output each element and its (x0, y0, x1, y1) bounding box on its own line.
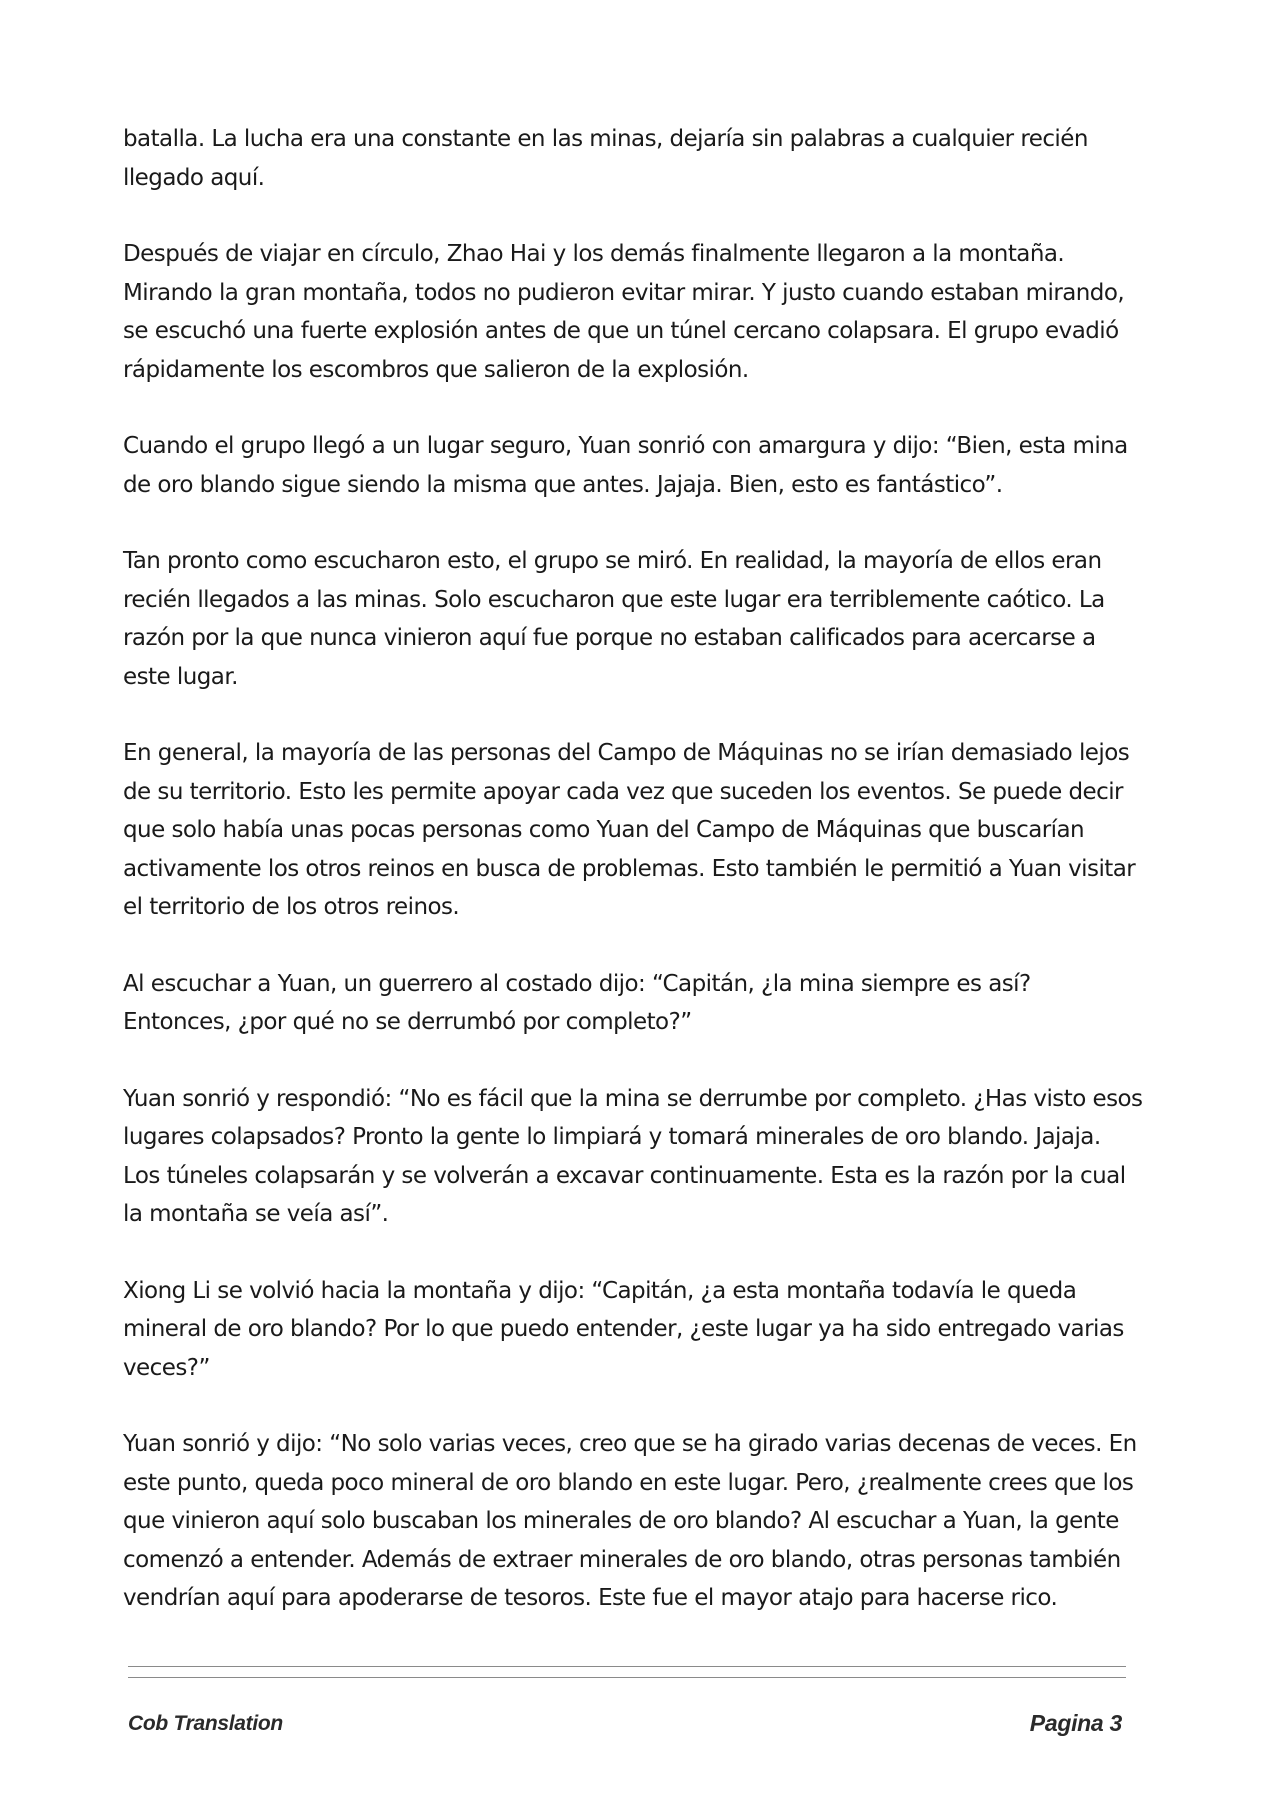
paragraph-9: Yuan sonrió y dijo: “No solo varias veces, creo que se ha girado varias decenas de veces. En este punto, queda poco mineral de oro blando en este lugar. Pero, ¿realmente crees que los que vinieron aquí solo buscaban los minerales de oro blando? Al escuchar a Yuan, la gente comenzó a entender. Además de extraer minerales de oro blando, otras personas también vendrían aquí para apoderarse de tesoros. Este fue el mayor atajo para hacerse rico. (123, 1431, 1137, 1611)
paragraph-6: Al escuchar a Yuan, un guerrero al costado dijo: “Capitán, ¿la mina siempre es así? Entonces, ¿por qué no se derrumbó por completo?” (123, 970, 1031, 1035)
paragraph-1: batalla. La lucha era una constante en las minas, dejaría sin palabras a cualquier recién llegado aquí. (123, 126, 1088, 191)
document-body (123, 120, 1143, 1656)
footer-rule-top (128, 1666, 1126, 1667)
paragraph-3: Cuando el grupo llegó a un lugar seguro, Yuan sonrió con amargura y dijo: “Bien, esta mina de oro blando sigue siendo la misma que antes. Jajaja. Bien, esto es fantástico”. (123, 433, 1128, 498)
footer-page-number: Pagina 3 (1029, 1710, 1122, 1736)
footer-publisher: Cob Translation (128, 1712, 283, 1735)
paragraph-8: Xiong Li se volvió hacia la montaña y dijo: “Capitán, ¿a esta montaña todavía le queda mineral de oro blando? Por lo que puedo entender, ¿este lugar ya ha sido entregado varias veces?” (123, 1277, 1124, 1381)
paragraph-4: Tan pronto como escucharon esto, el grupo se miró. En realidad, la mayoría de ellos eran recién llegados a las minas. Solo escucharon que este lugar era terriblemente caótico. La razón por la que nunca vinieron aquí fue porque no estaban calificados para acercarse a este lugar. (123, 548, 1105, 690)
footer-rule-bottom (128, 1677, 1126, 1678)
paragraph-2: Después de viajar en círculo, Zhao Hai y los demás finalmente llegaron a la montaña. Mirando la gran montaña, todos no pudieron evitar mirar. Y justo cuando estaban mirando, se escuchó una fuerte explosión antes de que un túnel cercano colapsara. El grupo evadió rápidamente los escombros que salieron de la explosión. (123, 241, 1125, 383)
paragraph-5: En general, la mayoría de las personas del Campo de Máquinas no se irían demasiado lejos de su territorio. Esto les permite apoyar cada vez que suceden los eventos. Se puede decir que solo había unas pocas personas como Yuan del Campo de Máquinas que buscarían activamente los otros reinos en busca de problemas. Esto también le permitió a Yuan visitar el territorio de los otros reinos. (123, 740, 1136, 920)
paragraph-7: Yuan sonrió y respondió: “No es fácil que la mina se derrumbe por completo. ¿Has visto esos lugares colapsados? Pronto la gente lo limpiará y tomará minerales de oro blando. Jajaja. Los túneles colapsarán y se volverán a excavar continuamente. Esta es la razón por la cual la montaña se veía así”. (123, 1085, 1143, 1227)
